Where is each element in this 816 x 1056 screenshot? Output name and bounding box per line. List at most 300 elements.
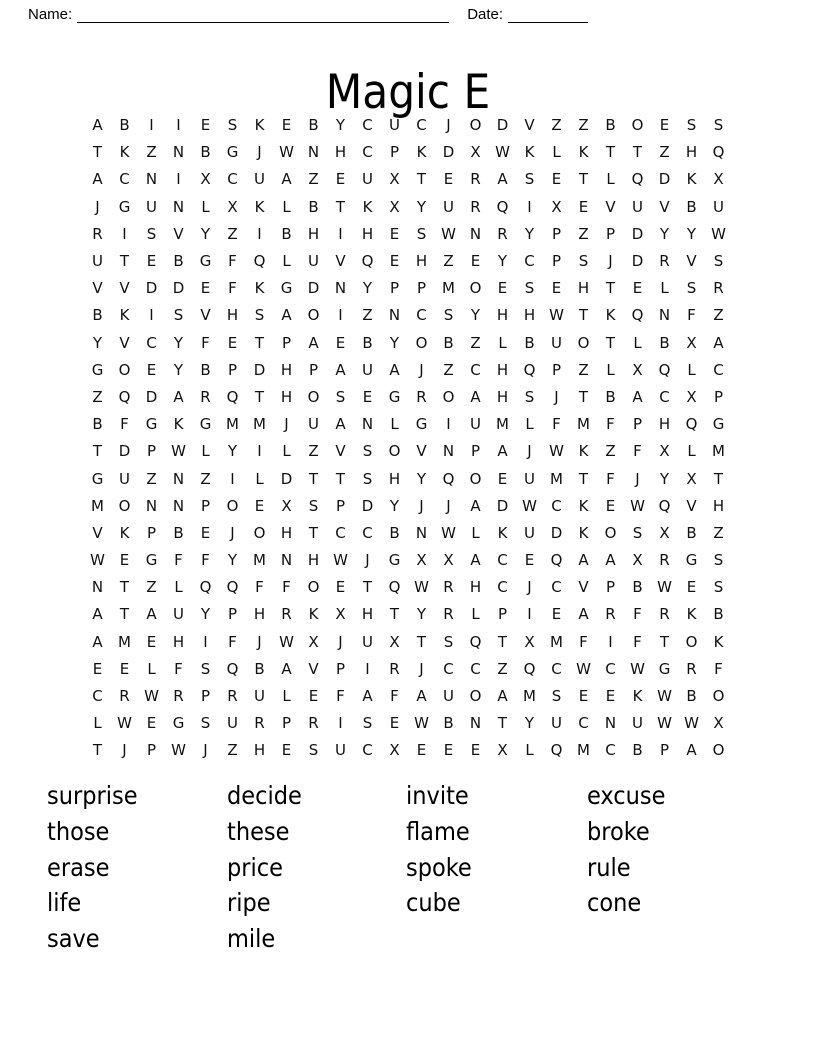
grid-cell[interactable]: K [416,143,427,162]
grid-cell[interactable]: P [281,333,292,352]
grid-cell[interactable]: N [658,306,671,325]
grid-cell[interactable]: T [92,741,103,760]
grid-cell[interactable]: P [605,578,616,597]
grid-cell[interactable]: E [551,605,562,624]
grid-cell[interactable]: S [713,578,724,597]
grid-cell[interactable]: W [657,714,672,733]
grid-cell[interactable]: A [470,387,481,406]
grid-cell[interactable]: W [549,442,564,461]
grid-cell[interactable]: H [388,469,401,488]
grid-cell[interactable]: F [228,252,237,271]
grid-cell[interactable]: Q [550,741,563,760]
grid-cell[interactable]: Y [389,333,400,352]
grid-cell[interactable]: G [118,197,131,216]
grid-cell[interactable]: P [200,687,211,706]
word-list-item[interactable]: cube [406,888,461,918]
grid-cell[interactable]: Z [146,469,157,488]
grid-cell[interactable]: L [633,333,642,352]
word-list-item[interactable]: spoke [406,852,472,882]
grid-cell[interactable]: X [281,496,292,515]
grid-cell[interactable]: P [227,605,238,624]
grid-cell[interactable]: G [172,714,185,733]
grid-cell[interactable]: E [416,741,427,760]
grid-cell[interactable]: C [119,170,130,189]
grid-cell[interactable]: T [335,469,346,488]
grid-cell[interactable]: I [608,632,613,651]
grid-cell[interactable]: I [122,224,127,243]
grid-cell[interactable]: V [119,333,130,352]
grid-cell[interactable]: J [419,659,424,678]
grid-cell[interactable]: B [200,143,211,162]
grid-cell[interactable]: M [550,469,563,488]
grid-cell[interactable]: R [416,387,427,406]
grid-cell[interactable]: X [632,551,643,570]
grid-cell[interactable]: D [442,143,455,162]
grid-cell[interactable]: W [576,659,591,678]
grid-cell[interactable]: R [470,170,481,189]
grid-cell[interactable]: I [149,116,154,135]
grid-cell[interactable]: S [146,224,157,243]
grid-cell[interactable]: H [685,143,698,162]
grid-cell[interactable]: U [470,415,481,434]
grid-cell[interactable]: U [362,632,373,651]
grid-cell[interactable]: U [335,741,346,760]
grid-cell[interactable]: Y [389,496,400,515]
grid-cell[interactable]: Y [524,714,535,733]
grid-cell[interactable]: Y [173,360,184,379]
grid-cell[interactable]: E [551,170,562,189]
grid-cell[interactable]: U [308,415,319,434]
grid-cell[interactable]: S [578,252,589,271]
grid-cell[interactable]: K [713,632,724,651]
grid-cell[interactable]: H [712,496,725,515]
grid-cell[interactable]: R [173,687,184,706]
grid-cell[interactable]: A [92,605,103,624]
grid-cell[interactable]: N [361,415,374,434]
grid-cell[interactable]: W [630,496,645,515]
grid-cell[interactable]: T [605,333,616,352]
grid-cell[interactable]: A [578,605,589,624]
grid-cell[interactable]: E [524,551,535,570]
grid-cell[interactable]: T [308,469,319,488]
grid-cell[interactable]: Q [631,306,644,325]
grid-cell[interactable]: A [281,659,292,678]
grid-cell[interactable]: Y [92,333,103,352]
grid-cell[interactable]: N [415,523,428,542]
grid-cell[interactable]: Z [200,469,211,488]
grid-cell[interactable]: D [658,170,671,189]
grid-cell[interactable]: L [687,360,696,379]
grid-cell[interactable]: T [578,387,589,406]
grid-cell[interactable]: X [713,714,724,733]
grid-cell[interactable]: K [119,523,130,542]
grid-cell[interactable]: Q [253,252,266,271]
grid-cell[interactable]: J [608,252,613,271]
grid-cell[interactable]: A [578,551,589,570]
grid-cell[interactable]: Y [416,469,427,488]
grid-cell[interactable]: E [335,333,346,352]
grid-cell[interactable]: F [687,306,696,325]
grid-cell[interactable]: G [658,659,671,678]
grid-cell[interactable]: J [257,143,262,162]
grid-cell[interactable]: A [605,551,616,570]
grid-cell[interactable]: V [335,252,346,271]
grid-cell[interactable]: A [173,387,184,406]
grid-cell[interactable]: I [338,714,343,733]
grid-cell[interactable]: B [686,523,697,542]
grid-cell[interactable]: O [469,279,482,298]
grid-cell[interactable]: Z [443,360,454,379]
grid-cell[interactable]: F [390,687,399,706]
grid-cell[interactable]: C [416,306,427,325]
grid-cell[interactable]: Q [118,387,131,406]
grid-cell[interactable]: H [361,605,374,624]
grid-cell[interactable]: H [280,523,293,542]
grid-cell[interactable]: Z [713,523,724,542]
grid-cell[interactable]: E [281,741,292,760]
grid-cell[interactable]: V [200,306,211,325]
grid-cell[interactable]: O [712,741,725,760]
grid-cell[interactable]: X [686,387,697,406]
grid-cell[interactable]: N [469,714,482,733]
grid-cell[interactable]: K [119,306,130,325]
grid-cell[interactable]: O [307,578,320,597]
grid-cell[interactable]: W [171,741,186,760]
grid-cell[interactable]: T [578,469,589,488]
grid-cell[interactable]: U [119,469,130,488]
grid-cell[interactable]: W [441,523,456,542]
grid-cell[interactable]: G [712,415,725,434]
grid-cell[interactable]: A [281,170,292,189]
grid-cell[interactable]: Z [713,306,724,325]
grid-cell[interactable]: F [174,659,183,678]
grid-cell[interactable]: S [308,496,319,515]
grid-cell[interactable]: R [200,387,211,406]
grid-cell[interactable]: Y [335,116,346,135]
grid-cell[interactable]: W [711,224,726,243]
grid-cell[interactable]: E [578,197,589,216]
grid-cell[interactable]: P [551,360,562,379]
grid-cell[interactable]: A [497,442,508,461]
grid-cell[interactable]: F [633,632,642,651]
grid-cell[interactable]: T [119,605,130,624]
grid-cell[interactable]: G [145,551,158,570]
grid-cell[interactable]: M [253,551,266,570]
grid-cell[interactable]: R [92,224,103,243]
grid-cell[interactable]: T [254,387,265,406]
grid-cell[interactable]: Z [497,659,508,678]
grid-cell[interactable]: Z [551,116,562,135]
grid-cell[interactable]: L [390,415,399,434]
word-list-item[interactable]: ripe [227,888,271,918]
grid-cell[interactable]: M [226,415,239,434]
grid-cell[interactable]: C [362,741,373,760]
grid-cell[interactable]: C [470,360,481,379]
grid-cell[interactable]: E [686,578,697,597]
grid-cell[interactable]: Z [470,333,481,352]
grid-cell[interactable]: H [280,360,293,379]
grid-cell[interactable]: K [524,143,535,162]
grid-cell[interactable]: R [497,224,508,243]
grid-cell[interactable]: H [307,551,320,570]
grid-cell[interactable]: S [686,279,697,298]
grid-cell[interactable]: T [497,632,508,651]
grid-cell[interactable]: J [365,551,370,570]
grid-cell[interactable]: U [389,116,400,135]
grid-cell[interactable]: X [659,523,670,542]
grid-cell[interactable]: E [200,523,211,542]
grid-cell[interactable]: X [389,170,400,189]
grid-cell[interactable]: L [525,741,534,760]
grid-cell[interactable]: B [443,333,454,352]
grid-cell[interactable]: L [606,360,615,379]
grid-cell[interactable]: J [635,469,640,488]
word-list-item[interactable]: decide [227,781,302,810]
grid-cell[interactable]: G [145,415,158,434]
grid-cell[interactable]: S [254,306,265,325]
grid-cell[interactable]: N [91,578,104,597]
grid-cell[interactable]: F [201,333,210,352]
grid-cell[interactable]: Z [659,143,670,162]
grid-cell[interactable]: Z [227,224,238,243]
grid-cell[interactable]: X [470,143,481,162]
grid-cell[interactable]: Z [308,442,319,461]
grid-cell[interactable]: O [469,116,482,135]
grid-cell[interactable]: W [333,551,348,570]
grid-cell[interactable]: O [388,442,401,461]
grid-cell[interactable]: L [471,523,480,542]
grid-cell[interactable]: L [255,469,264,488]
grid-cell[interactable]: P [308,360,319,379]
grid-cell[interactable]: D [550,523,563,542]
grid-cell[interactable]: X [632,360,643,379]
grid-cell[interactable]: A [92,170,103,189]
grid-cell[interactable]: M [577,741,590,760]
word-list-item[interactable]: those [47,816,110,846]
grid-cell[interactable]: E [632,279,643,298]
grid-cell[interactable]: Z [578,224,589,243]
grid-cell[interactable]: P [389,279,400,298]
grid-cell[interactable]: W [549,306,564,325]
grid-cell[interactable]: T [713,469,724,488]
grid-cell[interactable]: T [92,143,103,162]
grid-cell[interactable]: Q [469,632,482,651]
grid-cell[interactable]: T [659,632,670,651]
word-list-item[interactable]: life [47,888,82,918]
grid-cell[interactable]: B [443,714,454,733]
grid-cell[interactable]: M [712,442,725,461]
grid-cell[interactable]: A [362,687,373,706]
grid-cell[interactable]: M [550,632,563,651]
grid-cell[interactable]: W [279,632,294,651]
grid-cell[interactable]: E [200,116,211,135]
grid-cell[interactable]: S [362,469,373,488]
grid-cell[interactable]: D [361,496,374,515]
grid-cell[interactable]: S [443,306,454,325]
grid-cell[interactable]: X [659,442,670,461]
grid-cell[interactable]: F [282,578,291,597]
word-list-item[interactable]: price [227,852,283,882]
grid-cell[interactable]: O [442,387,455,406]
grid-cell[interactable]: E [497,469,508,488]
grid-cell[interactable]: T [335,197,346,216]
grid-cell[interactable]: W [522,496,537,515]
grid-cell[interactable]: F [552,415,561,434]
grid-cell[interactable]: X [713,170,724,189]
grid-cell[interactable]: J [338,632,343,651]
grid-cell[interactable]: Y [659,224,670,243]
grid-cell[interactable]: P [659,741,670,760]
grid-cell[interactable]: E [200,279,211,298]
grid-cell[interactable]: H [253,741,266,760]
grid-cell[interactable]: F [201,551,210,570]
grid-cell[interactable]: K [308,605,319,624]
grid-cell[interactable]: D [118,442,131,461]
grid-cell[interactable]: I [176,170,181,189]
grid-cell[interactable]: P [146,741,157,760]
grid-cell[interactable]: T [416,170,427,189]
grid-cell[interactable]: P [146,523,157,542]
grid-cell[interactable]: R [119,687,130,706]
grid-cell[interactable]: S [200,714,211,733]
grid-cell[interactable]: Q [496,197,509,216]
grid-cell[interactable]: P [227,360,238,379]
grid-cell[interactable]: O [604,523,617,542]
grid-cell[interactable]: V [173,224,184,243]
grid-cell[interactable]: P [497,605,508,624]
grid-cell[interactable]: C [335,523,346,542]
grid-cell[interactable]: R [254,714,265,733]
grid-cell[interactable]: C [551,659,562,678]
grid-cell[interactable]: C [497,551,508,570]
word-list-item[interactable]: these [227,816,290,846]
grid-cell[interactable]: U [308,252,319,271]
grid-cell[interactable]: E [119,659,130,678]
grid-cell[interactable]: O [469,469,482,488]
grid-cell[interactable]: I [149,306,154,325]
grid-cell[interactable]: R [470,197,481,216]
grid-cell[interactable]: B [308,197,319,216]
grid-cell[interactable]: F [336,687,345,706]
grid-cell[interactable]: S [308,741,319,760]
grid-cell[interactable]: N [388,306,401,325]
grid-cell[interactable]: W [657,687,672,706]
grid-cell[interactable]: Y [659,469,670,488]
grid-cell[interactable]: R [713,279,724,298]
grid-cell[interactable]: Q [442,469,455,488]
grid-cell[interactable]: E [605,496,616,515]
grid-cell[interactable]: I [527,197,532,216]
grid-cell[interactable]: Y [416,197,427,216]
word-list-item[interactable]: cone [587,888,642,918]
grid-cell[interactable]: X [416,551,427,570]
grid-cell[interactable]: I [527,605,532,624]
grid-cell[interactable]: W [684,714,699,733]
grid-cell[interactable]: J [230,523,235,542]
grid-cell[interactable]: O [415,333,428,352]
grid-cell[interactable]: P [551,252,562,271]
word-list-item[interactable]: rule [587,852,631,882]
grid-cell[interactable]: V [119,279,130,298]
grid-cell[interactable]: C [551,578,562,597]
grid-cell[interactable]: K [173,415,184,434]
grid-cell[interactable]: L [282,442,291,461]
grid-cell[interactable]: J [527,578,532,597]
grid-cell[interactable]: Q [226,578,239,597]
grid-cell[interactable]: V [686,252,697,271]
grid-cell[interactable]: E [443,741,454,760]
grid-cell[interactable]: U [92,252,103,271]
grid-cell[interactable]: C [605,741,616,760]
grid-cell[interactable]: E [281,116,292,135]
grid-cell[interactable]: Y [200,224,211,243]
grid-cell[interactable]: T [254,333,265,352]
grid-cell[interactable]: C [92,687,103,706]
grid-cell[interactable]: V [92,279,103,298]
grid-cell[interactable]: A [470,551,481,570]
grid-cell[interactable]: F [714,659,723,678]
word-list-item[interactable]: mile [227,924,276,954]
grid-cell[interactable]: Z [578,116,589,135]
grid-cell[interactable]: V [578,578,589,597]
grid-cell[interactable]: C [443,659,454,678]
grid-cell[interactable]: G [199,252,212,271]
grid-cell[interactable]: B [92,415,103,434]
grid-cell[interactable]: P [335,496,346,515]
grid-cell[interactable]: Y [524,224,535,243]
grid-cell[interactable]: A [146,605,157,624]
grid-cell[interactable]: O [712,687,725,706]
grid-cell[interactable]: N [469,224,482,243]
grid-cell[interactable]: G [226,143,239,162]
grid-cell[interactable]: W [414,714,429,733]
grid-cell[interactable]: K [254,116,265,135]
grid-cell[interactable]: O [469,687,482,706]
grid-cell[interactable]: T [92,442,103,461]
name-input-line[interactable] [77,21,449,23]
grid-cell[interactable]: A [92,632,103,651]
grid-cell[interactable]: U [713,197,724,216]
grid-cell[interactable]: A [632,387,643,406]
grid-cell[interactable]: Q [658,496,671,515]
grid-cell[interactable]: T [497,714,508,733]
grid-cell[interactable]: Q [388,578,401,597]
grid-cell[interactable]: D [172,279,185,298]
grid-cell[interactable]: L [471,605,480,624]
word-list-item[interactable]: flame [406,816,470,846]
grid-cell[interactable]: F [606,415,615,434]
grid-cell[interactable]: G [280,279,293,298]
grid-cell[interactable]: W [279,143,294,162]
grid-cell[interactable]: A [335,415,346,434]
grid-cell[interactable]: X [308,632,319,651]
grid-cell[interactable]: I [176,116,181,135]
grid-cell[interactable]: K [578,523,589,542]
grid-cell[interactable]: B [308,116,319,135]
grid-cell[interactable]: B [362,333,373,352]
grid-cell[interactable]: I [365,659,370,678]
grid-cell[interactable]: W [144,687,159,706]
grid-cell[interactable]: X [335,605,346,624]
grid-cell[interactable]: V [686,496,697,515]
grid-cell[interactable]: B [686,687,697,706]
grid-cell[interactable]: R [659,605,670,624]
grid-cell[interactable]: L [93,714,102,733]
grid-cell[interactable]: V [335,442,346,461]
grid-cell[interactable]: B [389,523,400,542]
grid-cell[interactable]: Y [416,605,427,624]
grid-cell[interactable]: E [254,496,265,515]
